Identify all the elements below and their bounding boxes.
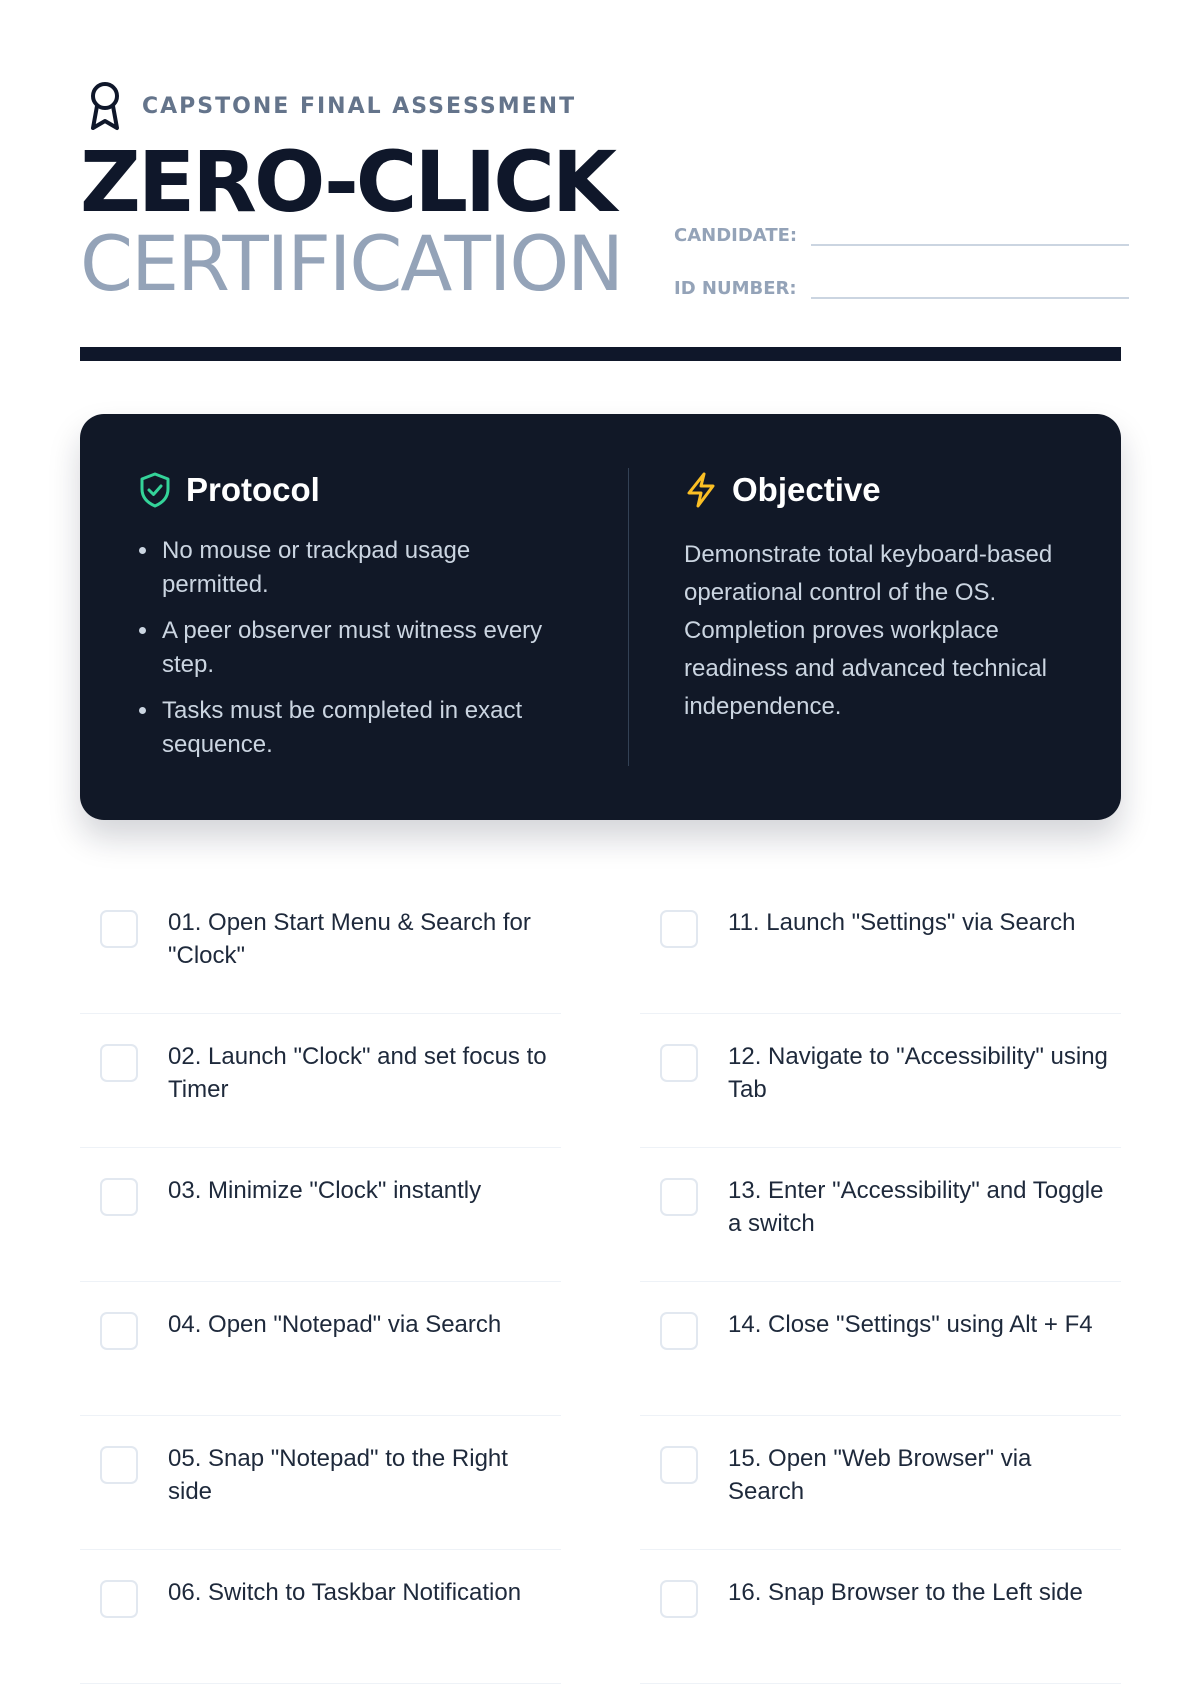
task-label: 01. Open Start Menu & Search for "Clock" <box>168 909 531 969</box>
task-checkbox[interactable] <box>660 1044 698 1082</box>
task-label: 11. Launch "Settings" via Search <box>728 909 1076 936</box>
objective-panel <box>684 468 1084 726</box>
objective-text: Demonstrate total keyboard-based operational control of the OS. Completion proves workplace readiness and advanced technical independence. <box>684 541 1053 720</box>
protocol-heading <box>138 468 578 512</box>
protocol-title: Protocol <box>186 471 320 508</box>
task-label: 04. Open "Notepad" via Search <box>168 1311 502 1338</box>
info-card <box>80 414 1121 820</box>
task-item <box>80 1282 561 1416</box>
lightning-bolt-icon <box>684 471 718 509</box>
title-sub: CERTIFICATION <box>80 219 622 308</box>
task-checkbox[interactable] <box>100 910 138 948</box>
assessment-kicker <box>86 80 576 132</box>
header-rule <box>80 347 1121 361</box>
task-label: 06. Switch to Taskbar Notification <box>168 1579 522 1606</box>
title-main: ZERO-CLICK <box>80 133 614 231</box>
protocol-item: • A peer observer must witness every step. <box>160 614 578 682</box>
task-label: 13. Enter "Accessibility" and Toggle a switch <box>728 1177 1104 1237</box>
task-label: 03. Minimize "Clock" instantly <box>168 1177 482 1204</box>
task-checkbox[interactable] <box>100 1044 138 1082</box>
task-label: 16. Snap Browser to the Left side <box>728 1579 1083 1606</box>
kicker-text: CAPSTONE FINAL ASSESSMENT <box>142 93 577 119</box>
task-checkbox[interactable] <box>660 1178 698 1216</box>
protocol-list <box>138 534 578 762</box>
task-label: 02. Launch "Clock" and set focus to Timer <box>168 1043 547 1103</box>
task-item <box>640 880 1121 1014</box>
id-number-field <box>674 275 1129 299</box>
task-item <box>80 1014 561 1148</box>
task-item <box>80 880 561 1014</box>
protocol-item: • Tasks must be completed in exact sequence. <box>160 694 578 762</box>
candidate-input-line[interactable] <box>811 222 1129 246</box>
task-label: 14. Close "Settings" using Alt + F4 <box>728 1311 1093 1338</box>
candidate-label: CANDIDATE: <box>674 225 798 246</box>
task-label: 05. Snap "Notepad" to the Right side <box>168 1445 508 1505</box>
award-ribbon-icon <box>86 80 124 132</box>
task-checkbox[interactable] <box>100 1178 138 1216</box>
task-checkbox[interactable] <box>100 1312 138 1350</box>
candidate-field <box>674 222 1129 246</box>
task-checkbox[interactable] <box>100 1446 138 1484</box>
protocol-item: • No mouse or trackpad usage permitted. <box>160 534 578 602</box>
task-checkbox[interactable] <box>660 910 698 948</box>
task-label: 12. Navigate to "Accessibility" using Tab <box>728 1043 1108 1103</box>
task-checkbox[interactable] <box>660 1580 698 1618</box>
id-number-input-line[interactable] <box>811 275 1129 299</box>
checklist-column-left <box>80 880 561 1684</box>
task-item <box>640 1014 1121 1148</box>
task-checkbox[interactable] <box>660 1312 698 1350</box>
protocol-panel <box>138 468 578 774</box>
task-item <box>640 1416 1121 1550</box>
task-item <box>80 1550 561 1684</box>
card-divider <box>628 468 629 766</box>
task-item <box>80 1416 561 1550</box>
task-item <box>640 1550 1121 1684</box>
task-checkbox[interactable] <box>100 1580 138 1618</box>
task-item <box>80 1148 561 1282</box>
task-item <box>640 1282 1121 1416</box>
shield-check-icon <box>138 471 172 509</box>
objective-title: Objective <box>732 471 881 508</box>
objective-heading <box>684 468 1084 512</box>
task-checkbox[interactable] <box>660 1446 698 1484</box>
checklist-column-right <box>640 880 1121 1684</box>
task-item <box>640 1148 1121 1282</box>
id-number-label: ID NUMBER: <box>674 278 797 299</box>
task-label: 15. Open "Web Browser" via Search <box>728 1445 1032 1505</box>
